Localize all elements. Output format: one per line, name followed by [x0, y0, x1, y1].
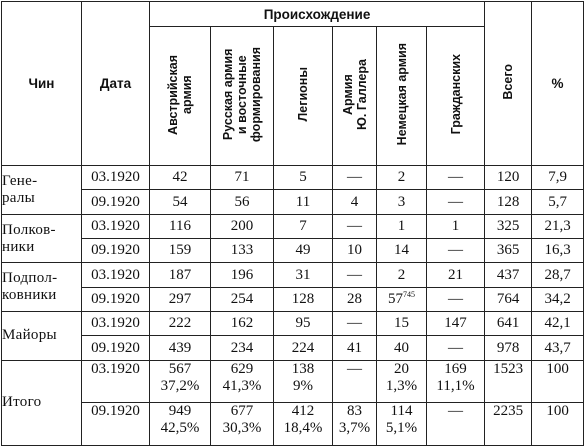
date-cell: 09.1920	[82, 287, 150, 311]
value-cell: 95	[274, 312, 333, 336]
value-cell: —	[333, 166, 377, 190]
total-cell: 978	[485, 336, 532, 360]
value-cell: 21	[427, 263, 485, 287]
date-cell: 03.1920	[82, 312, 150, 336]
table-row	[2, 263, 584, 287]
header-total: Всего	[485, 2, 532, 166]
date-cell: 09.1920	[82, 190, 150, 214]
percent-cell: 42,1	[532, 312, 584, 336]
value-cell: 147	[427, 312, 485, 336]
value-cell: 159	[150, 239, 211, 263]
header-origin-col-4: Немецкая армия	[377, 27, 427, 166]
header-rank: Чин	[2, 2, 82, 166]
value-cell: 54	[150, 190, 211, 214]
value-cell: 114 5,1%	[377, 403, 427, 446]
totals-row	[2, 360, 584, 403]
total-cell: 325	[485, 214, 532, 238]
value-cell: 222	[150, 312, 211, 336]
value-cell: 7	[274, 214, 333, 238]
date-cell: 03.1920	[82, 166, 150, 190]
value-cell: 439	[150, 336, 211, 360]
value-cell: 2	[377, 166, 427, 190]
value-cell: 1	[427, 214, 485, 238]
header-origin: Происхождение	[150, 2, 485, 27]
header-origin-col-2: Легионы	[274, 27, 333, 166]
total-cell: 437	[485, 263, 532, 287]
table-row	[2, 287, 584, 311]
value-cell: 83 3,7%	[333, 403, 377, 446]
date-cell: 09.1920	[82, 336, 150, 360]
rank-name: Полков- ники	[2, 214, 82, 263]
value-cell: —	[427, 336, 485, 360]
table-row	[2, 214, 584, 238]
value-cell: 1	[377, 214, 427, 238]
value-cell: 567 37,2%	[150, 360, 211, 403]
value-cell: 234	[211, 336, 274, 360]
header-percent: %	[532, 2, 584, 166]
value-cell: 196	[211, 263, 274, 287]
header-origin-col-1: Русская армия и восточные формирования	[211, 27, 274, 166]
total-cell: 365	[485, 239, 532, 263]
header-origin-col-5: Гражданских	[427, 27, 485, 166]
total-cell: 1523	[485, 360, 532, 403]
total-cell: 764	[485, 287, 532, 311]
date-cell: 03.1920	[82, 360, 150, 403]
value-cell: 42	[150, 166, 211, 190]
value-cell: —	[333, 312, 377, 336]
officers-origin-table	[1, 1, 584, 446]
table-row	[2, 312, 584, 336]
value-cell: 4	[333, 190, 377, 214]
value-cell: —	[427, 190, 485, 214]
value-cell: —	[427, 166, 485, 190]
value-cell: 138 9%	[274, 360, 333, 403]
total-cell: 128	[485, 190, 532, 214]
value-cell: 49	[274, 239, 333, 263]
value-cell: 14	[377, 239, 427, 263]
rank-name: Подпол- ковники	[2, 263, 82, 312]
value-cell: —	[427, 239, 485, 263]
percent-cell: 16,3	[532, 239, 584, 263]
value-cell: —	[333, 214, 377, 238]
percent-cell: 28,7	[532, 263, 584, 287]
value-cell: 677 30,3%	[211, 403, 274, 446]
value-cell: —	[427, 287, 485, 311]
value-cell: 40	[377, 336, 427, 360]
value-cell: 10	[333, 239, 377, 263]
percent-cell: 7,9	[532, 166, 584, 190]
value-cell: —	[333, 263, 377, 287]
value-cell: —	[427, 403, 485, 446]
total-cell: 2235	[485, 403, 532, 446]
table-row	[2, 190, 584, 214]
value-cell: 41	[333, 336, 377, 360]
table-row	[2, 239, 584, 263]
percent-cell: 100	[532, 360, 584, 403]
date-cell: 03.1920	[82, 214, 150, 238]
value-cell: 629 41,3%	[211, 360, 274, 403]
value-cell: 949 42,5%	[150, 403, 211, 446]
value-cell: 200	[211, 214, 274, 238]
value-cell: 412 18,4%	[274, 403, 333, 446]
value-cell: 133	[211, 239, 274, 263]
header-date: Дата	[82, 2, 150, 166]
table-row	[2, 166, 584, 190]
header-origin-col-3: Армия Ю. Галлера	[333, 27, 377, 166]
value-cell: 116	[150, 214, 211, 238]
percent-cell: 21,3	[532, 214, 584, 238]
value-cell: 2	[377, 263, 427, 287]
value-cell: 169 11,1%	[427, 360, 485, 403]
value-cell: 254	[211, 287, 274, 311]
value-cell: 297	[150, 287, 211, 311]
rank-name: Майоры	[2, 312, 82, 361]
percent-cell: 34,2	[532, 287, 584, 311]
value-cell: 224	[274, 336, 333, 360]
percent-cell: 100	[532, 403, 584, 446]
rank-name: Гене- ралы	[2, 166, 82, 215]
value-cell: 15	[377, 312, 427, 336]
value-cell: 56	[211, 190, 274, 214]
date-cell: 09.1920	[82, 403, 150, 446]
value-cell: 71	[211, 166, 274, 190]
date-cell: 09.1920	[82, 239, 150, 263]
percent-cell: 43,7	[532, 336, 584, 360]
value-cell: 128	[274, 287, 333, 311]
table-row	[2, 336, 584, 360]
value-cell: 11	[274, 190, 333, 214]
value-cell: 5	[274, 166, 333, 190]
footnote-ref: 745	[403, 289, 415, 299]
value-cell: 28	[333, 287, 377, 311]
value-cell: $57^{745}$	[377, 287, 427, 311]
value-cell: —	[333, 360, 377, 403]
value-cell: 3	[377, 190, 427, 214]
value-cell: 20 1,3%	[377, 360, 427, 403]
value-cell: 187	[150, 263, 211, 287]
header-origin-col-0: Австрийская армия	[150, 27, 211, 166]
total-cell: 641	[485, 312, 532, 336]
percent-cell: 5,7	[532, 190, 584, 214]
totals-row	[2, 403, 584, 446]
total-cell: 120	[485, 166, 532, 190]
totals-label: Итого	[2, 360, 82, 445]
value-cell: 31	[274, 263, 333, 287]
date-cell: 03.1920	[82, 263, 150, 287]
value-cell: 162	[211, 312, 274, 336]
